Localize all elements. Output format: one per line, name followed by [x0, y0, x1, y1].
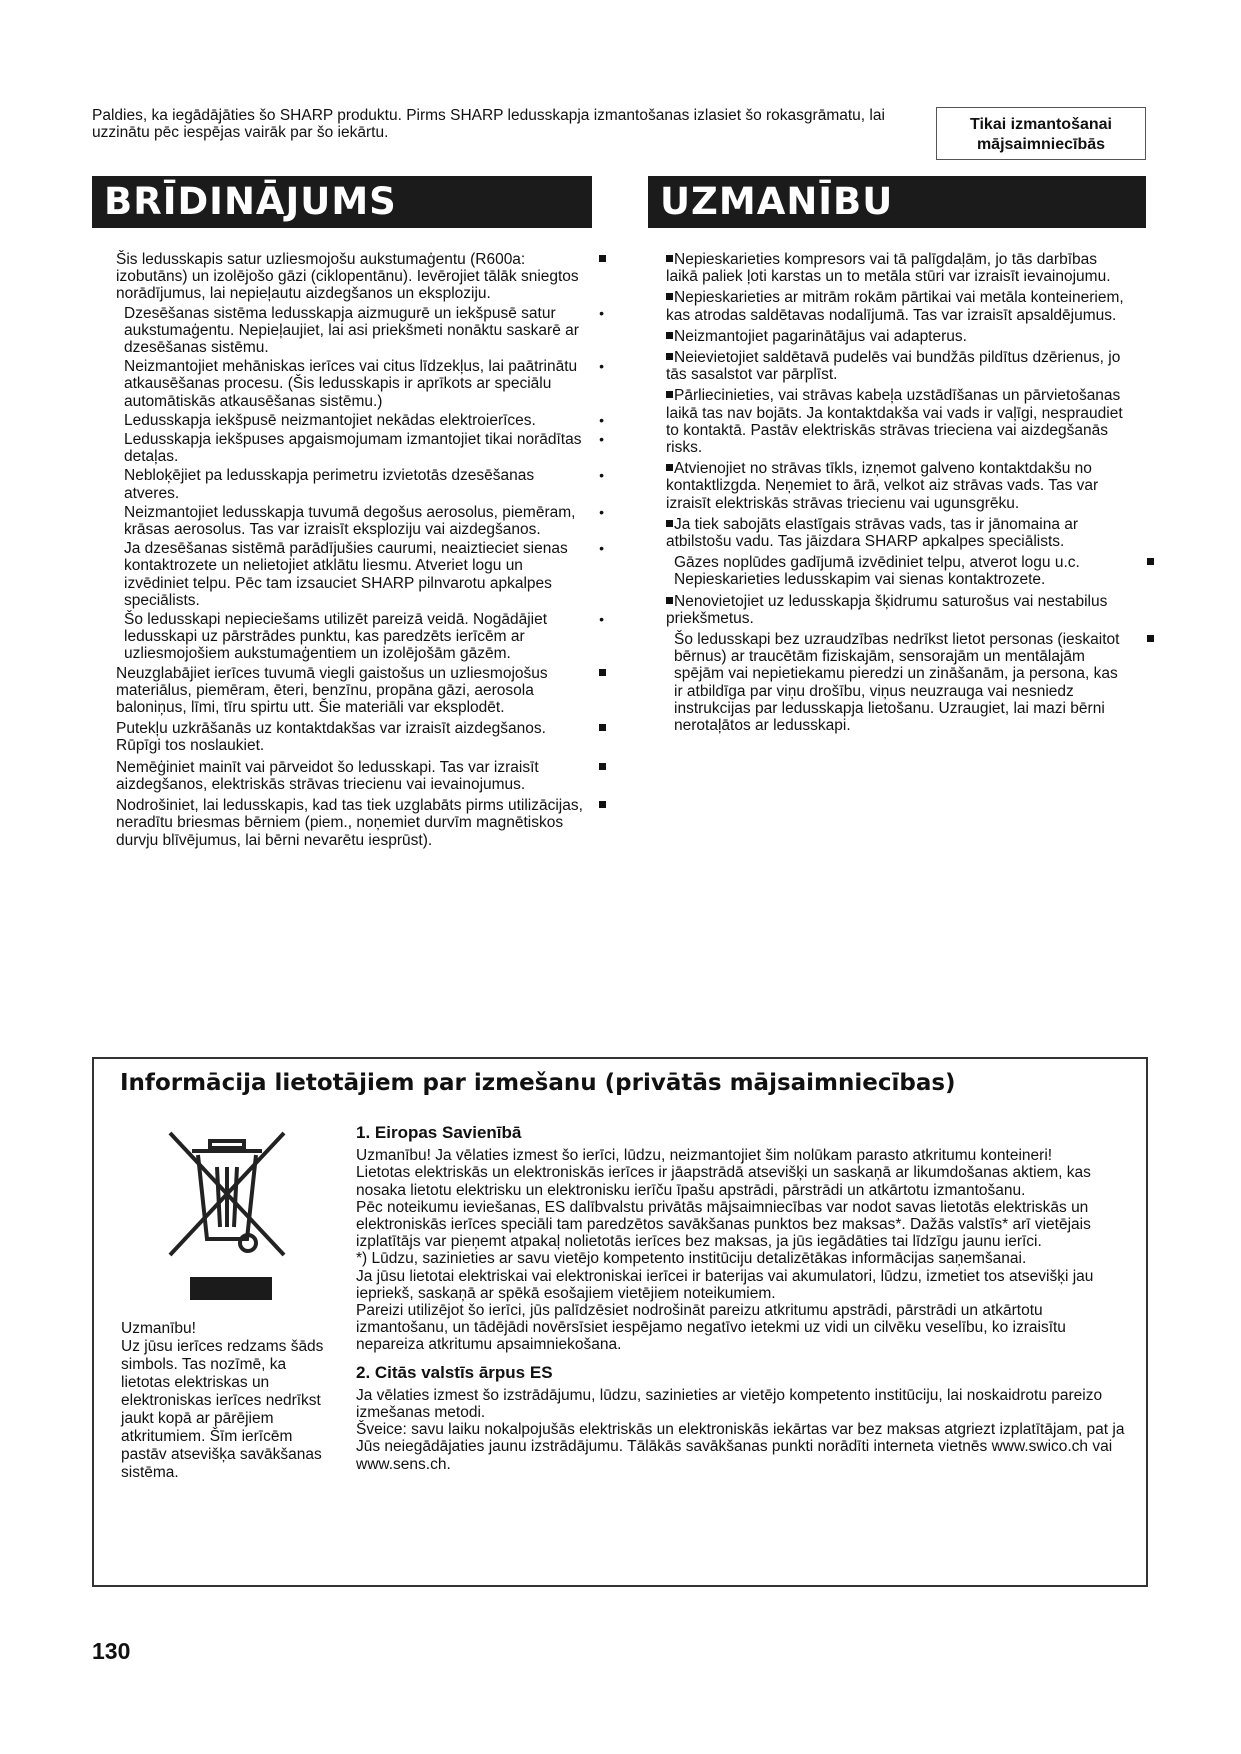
warning-sub-item: Šo ledusskapi nepieciešams utilizēt pareizā veidā. Nogādājiet ledusskapi uz pārstrādes punktu, kas paredzēts ierīcēm ar uzliesmojošiem aukstumaģentiem un izolējošām gāzēm. • [124, 611, 604, 663]
warning-sub-item: Neizmantojiet ledusskapja tuvumā degošus aerosolus, piemēram, krāsas aerosolus. Tas var izraisīt eksploziju vai aizdegšanos. • [124, 503, 604, 539]
caution-item: Šo ledusskapi bez uzraudzības nedrīkst lietot personas (ieskaitot bērnus) ar traucētām fiziskajām, sensorajām un mentālajām spējām vai nepietiekamu pieredzi un zināšanām, ja persona, kas ir atbildīga par viņu drošību, viņus neuzrauga vai nesniedz instrukcijas par ledusskapja lietošanu. Uzraugiet, lai mazi bērni nerotaļātos ar ledusskapi. [666, 631, 1156, 734]
bullet-square-icon [666, 391, 673, 398]
caution-banner: UZMANĪBU [648, 176, 1146, 228]
warning-sub-item: Ledusskapja iekšpuses apgaismojumam izmantojiet tikai norādītas detaļas. • [124, 431, 604, 466]
other-paragraph: Šveice: savu laiku nokalpojušās elektriskās un elektroniskās iekārtas var bez maksas atgriezt izplatītājam, pat ja Jūs neiegādājaties jaunu izstrādājumu. Tālākās savākšanas punkti norādīti interneta vietnēs www.swico.ch vai www.sens.ch. [356, 1421, 1125, 1473]
bullet-dot-icon: • [599, 540, 604, 557]
disposal-note-text: Uz jūsu ierīces redzams šāds simbols. Tas nozīmē, ka lietotas elektriskas un elektroniskas ierīces nedrīkst jaukt kopā ar pārējiem atkritumiem. Šīm ierīcēm pastāv atsevišķa savākšanas sistēma. [121, 1338, 324, 1481]
warning-section [92, 251, 612, 853]
bullet-square-icon [666, 332, 673, 339]
warning-item: Nemēģiniet mainīt vai pārveidot šo ledusskapi. Tas var izraisīt aizdegšanos, elektriskās strāvas triecienu vai ievainojumus. [92, 759, 612, 793]
warning-sub-item: Dzesēšanas sistēma ledusskapja aizmugurē un iekšpusē satur aukstumaģentu. Nepieļaujiet, lai asi priekšmeti nonāktu saskarē ar dzesēšanas sistēmu. • [124, 304, 604, 357]
bullet-square-icon [599, 763, 606, 770]
caution-item: Neizmantojiet pagarinātājus vai adapterus. [666, 328, 1156, 345]
household-use-line2: mājsaimniecībās [976, 136, 1106, 153]
other-paragraph: Ja vēlaties izmest šo izstrādājumu, lūdzu, sazinieties ar vietējo kompetento institūciju, lai noskaidrotu pareizo izmešanas metodi. [356, 1386, 1103, 1422]
bullet-dot-icon: • [599, 503, 604, 520]
eu-paragraph: Lietotas elektriskās un elektroniskās ierīces ir jāapstrādā atsevišķi un saskaņā ar likumdošanas aktiem, kas nosaka lietotu elektrisku un elektronisku ierīču īpašu apstrādi, pārstrādi un atkārtotu izmantošanu. [356, 1164, 1091, 1199]
bullet-square-icon [666, 464, 673, 471]
warning-sub-item: Ja dzesēšanas sistēmā parādījušies caurumi, neaiztieciet sienas kontaktrozete un nelietojiet atklātu liesmu. Atveriet logu un izvēdiniet telpu. Pēc tam izsauciet SHARP pilnvarotu apkalpes speciālists. • [124, 540, 604, 609]
disposal-details [356, 1124, 1136, 1473]
eu-paragraph: Uzmanību! Ja vēlaties izmest šo ierīci, lūdzu, neizmantojiet šim nolūkam parasto atkritumu konteineri! [356, 1147, 1053, 1165]
disposal-note-heading: Uzmanību! [121, 1320, 196, 1337]
caution-item: Gāzes noplūdes gadījumā izvēdiniet telpu, atverot logu u.c. Nepieskarieties ledusskapim vai sienas kontaktrozete. [666, 554, 1156, 588]
caution-section [666, 251, 1156, 738]
intro-text: Paldies, ka iegādājāties šo SHARP produktu. Pirms SHARP ledusskapja izmantošanas izlasiet šo rokasgrāmatu, lai uzzinātu pēc iespējas vairāk par šo iekārtu. [92, 107, 885, 141]
caution-item: Atvienojiet no strāvas tīkls, izņemot galveno kontaktdakšu no kontaktlizgda. Neņemiet to ārā, velkot aiz strāvas vads. Tas var izraisīt elektriskās strāvas triecienu vai ugunsgrēku. [666, 460, 1099, 512]
eu-heading: 1. Eiropas Savienībā [356, 1123, 522, 1142]
bullet-square-icon [666, 353, 673, 360]
caution-item: Pārliecinieties, vai strāvas kabeļa uzstādīšanas un pārvietošanas laikā tas nav bojāts. Ja kontaktdakša vai vads ir vaļīgi, nespraudiet to kontaktā. Pastāv elektriskās strāvas trieciena vai aizdegšanās risks. [666, 387, 1123, 457]
disposal-note [121, 1320, 336, 1482]
bullet-dot-icon: • [599, 611, 604, 628]
warning-sub-item: Neizmantojiet mehāniskas ierīces vai citus līdzekļus, lai paātrinātu atkausēšanas procesu. (Šis ledusskapis ir aprīkots ar speciālu automātiskās atkausēšanas sistēmu.) • [124, 358, 604, 410]
bullet-dot-icon: • [599, 411, 604, 428]
eu-paragraph: *) Lūdzu, sazinieties ar savu vietējo kompetento institūciju detalizētākas informācijas saņemšanai. [356, 1250, 1027, 1268]
bullet-square-icon [599, 801, 606, 808]
other-countries-heading: 2. Citās valstīs ārpus ES [356, 1362, 553, 1382]
disposal-title: Informācija lietotājiem par izmešanu (privātās mājsaimniecības) [120, 1070, 956, 1096]
warning-item: Nodrošiniet, lai ledusskapis, kad tas tiek uzglabāts pirms utilizācijas, neradītu briesmas bērniem (piem., noņemiet durvīm magnētiskos durvju blīvējumus, lai bērni nevarētu iesprūst). [92, 797, 612, 849]
caution-item: Nepieskarieties kompresors vai tā palīgdaļām, jo tās darbības laikā paliek ļoti karstas un to metāla stūri var izraisīt ievainojumu. [666, 251, 1111, 286]
bullet-square-icon [1147, 635, 1154, 642]
bullet-square-icon [666, 597, 673, 604]
caution-item: Nenovietojiet uz ledusskapja šķidrumu saturošus vai nestabilus priekšmetus. [666, 592, 1108, 627]
caution-item: Neievietojiet saldētavā pudelēs vai bundžās pildītus dzērienus, jo tās sasalstot var pārplīst. [666, 349, 1121, 384]
eu-paragraph: Pareizi utilizējot šo ierīci, jūs palīdzēsiet nodrošināt pareizu atkritumu apstrādi, pārstrādi un atkārtotu izmantošanu, un tādējādi novērsīsiet iespējamo negatīvo ietekmi uz vidi un cilvēku veselību, ko izraisītu nepareiza atkritumu apsaimniekošana. [356, 1302, 1066, 1354]
bullet-dot-icon: • [599, 467, 604, 484]
crossed-out-bin-icon [162, 1127, 292, 1267]
warning-item: Neuzglabājiet ierīces tuvumā viegli gaistošus un uzliesmojošus materiālus, piemēram, ēteri, benzīnu, propāna gāzi, aerosola baloniņus, līmi, tīru spirtu utt. Šie materiāli var eksplodēt. [92, 665, 612, 717]
bullet-square-icon [666, 255, 673, 262]
bullet-square-icon [599, 255, 606, 262]
bullet-square-icon [666, 293, 673, 300]
bullet-square-icon [599, 724, 606, 731]
household-use-line1: Tikai izmantošanai [970, 116, 1112, 133]
page-number: 130 [92, 1638, 131, 1664]
caution-item: Ja tiek sabojāts elastīgais strāvas vads, tas ir jānomaina ar atbilstošu vadu. Tas jāizdara SHARP apkalpes speciālists. [666, 515, 1079, 551]
warning-item: Putekļu uzkrāšanās uz kontaktdakšas var izraisīt aizdegšanos. Rūpīgi tos noslaukiet. [92, 720, 612, 754]
bin-underline-bar [190, 1277, 272, 1300]
warning-lead: Šis ledusskapis satur uzliesmojošu aukstumaģentu (R600a: izobutāns) un izolējošo gāzi (ciklopentānu). Ievērojiet tālāk sniegtos norādījumus, lai nepieļautu aizdegšanos un eksploziju. [92, 251, 612, 303]
bullet-square-icon [599, 669, 606, 676]
caution-item: Nepieskarieties ar mitrām rokām pārtikai vai metāla konteineriem, kas atrodas saldētavas nodalījumā. Tas var izraisīt apsaldējumus. [666, 289, 1124, 324]
bullet-dot-icon: • [599, 358, 604, 375]
eu-paragraph: Ja jūsu lietotai elektriskai vai elektroniskai ierīcei ir baterijas vai akumulatori, lūdzu, izmetiet tos atsevišķi jau iepriekš, saskaņā ar spēkā esošajiem vietējiem noteikumiem. [356, 1267, 1094, 1302]
bullet-dot-icon: • [599, 431, 604, 448]
warning-sub-item: Nebloķējiet pa ledusskapja perimetru izvietotās dzesēšanas atveres. • [124, 467, 604, 502]
household-use-box [936, 107, 1146, 160]
bullet-square-icon [666, 520, 673, 527]
warning-sub-item: Ledusskapja iekšpusē neizmantojiet nekādas elektroierīces. • [124, 411, 604, 429]
warning-banner: BRĪDINĀJUMS [92, 176, 592, 228]
eu-paragraph: Pēc noteikumu ieviešanas, ES dalībvalstu privātās mājsaimniecības var nodot savas lietotās elektriskās un elektroniskās ierīces speciāli tam paredzētos savākšanas punktos bez maksas*. Dažās valstīs* arī vietējais izplatītājs var pieņemt atpakaļ nolietotās ierīces bez maksas, ja jūs iegādāties tai līdzīgu jaunu ierīci. [356, 1198, 1091, 1251]
bullet-dot-icon: • [599, 304, 604, 321]
bullet-square-icon [1147, 558, 1154, 565]
